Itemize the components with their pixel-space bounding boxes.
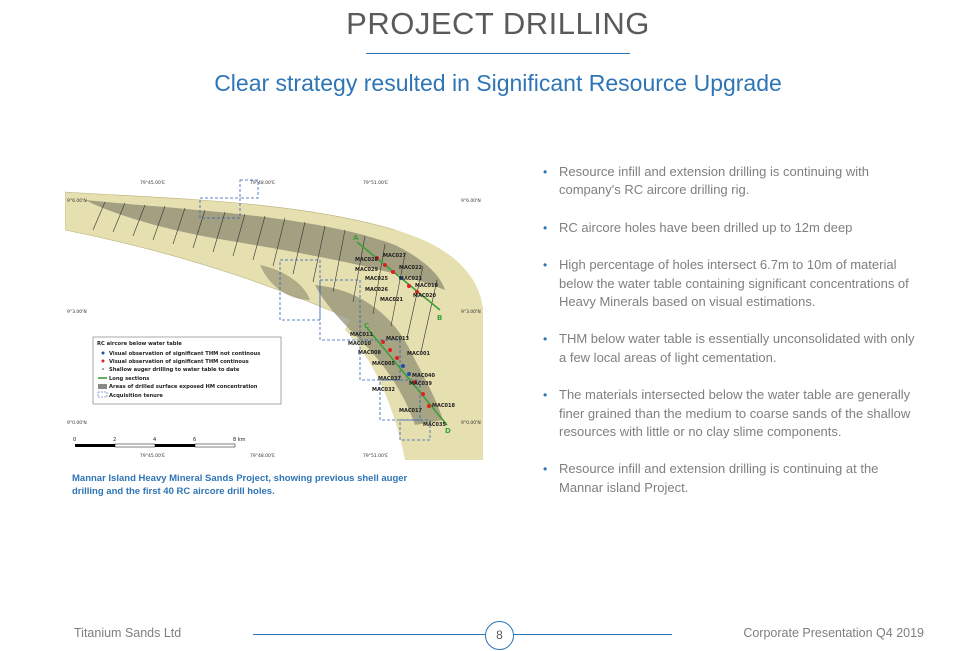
bullet-item [540, 386, 925, 441]
section-c-label: C [364, 322, 370, 330]
hole-label: MAC005 [372, 361, 395, 367]
bullet-icon: • [543, 165, 548, 179]
lat-right-1: 9°6.00'N [461, 199, 481, 204]
legend-item: Shallow auger drilling to water table to date [109, 367, 240, 373]
map-legend [93, 337, 281, 404]
hole-label: MAC037 [378, 376, 401, 382]
bullet-text: Resource infill and extension drilling is continuing with company's RC aircore drilling rig. [559, 164, 870, 198]
lat-left-2: 9°3.00'N [67, 310, 87, 315]
hole-label: MAC018 [432, 403, 455, 409]
scale-tick: 8 km [233, 437, 246, 443]
coord-top-2: 79°48.00'E [250, 181, 275, 186]
bullet-text: High percentage of holes intersect 6.7m to 10m of material below the water table containing significant concentrations of Heavy Minerals based on visual estimations. [559, 257, 909, 310]
bullet-icon: • [543, 462, 548, 477]
legend-item: Areas of drilled surface exposed HM concentration [109, 384, 258, 390]
hole-label: MAC008 [358, 350, 381, 356]
hole-label: MAC025 [365, 276, 388, 282]
lat-right-3: 9°0.00'N [461, 421, 481, 426]
scale-tick: 0 [73, 437, 77, 443]
bullet-item [540, 219, 925, 237]
footer-rule-right [513, 634, 672, 635]
hole-label: MAC029 [355, 267, 378, 273]
drilling-map [65, 170, 483, 460]
page-title: PROJECT DRILLING [346, 6, 650, 41]
hole-label: MAC039 [409, 381, 432, 387]
scale-tick: 4 [153, 437, 157, 443]
hole-label: MAC027 [383, 253, 406, 259]
section-d-label: D [445, 427, 451, 435]
hole-label: MAC023 [399, 276, 422, 282]
coord-top-1: 79°45.00'E [140, 181, 165, 186]
bullet-item [540, 330, 925, 367]
hole-label: MAC040 [412, 373, 435, 379]
coord-bottom-1: 79°45.00'E [140, 454, 165, 459]
hole-label: MAC001 [407, 351, 430, 357]
hole-label: MAC021 [380, 297, 403, 303]
coord-bottom-3: 79°51.00'E [363, 454, 388, 459]
legend-item: Visual observation of significant THM not continous [109, 351, 261, 357]
bullet-text: Resource infill and extension drilling is continuing at the Mannar island Project. [559, 461, 879, 495]
lat-left-1: 9°6.00'N [67, 199, 87, 204]
bullet-icon: • [543, 220, 548, 235]
page-number: 8 [485, 621, 514, 650]
hole-label: MAC019 [415, 283, 438, 289]
title-underline [366, 53, 630, 54]
bullet-icon: • [543, 332, 548, 347]
hole-label: MAC017 [399, 408, 422, 414]
footer-presentation-title: Corporate Presentation Q4 2019 [743, 626, 924, 640]
section-b-label: B [437, 314, 443, 322]
bullet-list [540, 163, 925, 516]
hole-label: MAC026 [365, 287, 388, 293]
bullet-text: The materials intersected below the water table are generally finer grained than the medium to coarse sands of the shallow resources with little or no clay slime components. [559, 387, 911, 440]
hole-label: MAC022 [399, 265, 422, 271]
hole-label: MAC020 [413, 293, 436, 299]
hole-label: MAC013 [386, 336, 409, 342]
footer-rule-left [253, 634, 485, 635]
legend-item: Visual observation of significant THM continous [109, 359, 249, 365]
bullet-item [540, 256, 925, 311]
section-a-label: A [353, 234, 359, 242]
hole-label: MAC028 [355, 257, 378, 263]
bullet-text: THM below water table is essentially unconsolidated with only a few local areas of light cementation. [559, 331, 915, 365]
coord-bottom-2: 79°48.00'E [250, 454, 275, 459]
bullet-item [540, 163, 925, 200]
bullet-item [540, 460, 925, 497]
lat-left-3: 9°0.00'N [67, 421, 87, 426]
footer-company: Titanium Sands Ltd [74, 626, 182, 640]
hole-label: MAC032 [372, 387, 395, 393]
hole-label: MAC035 [423, 422, 446, 428]
page-subtitle: Clear strategy resulted in Significant Resource Upgrade [214, 70, 782, 96]
hole-label: MAC010 [348, 341, 371, 347]
bullet-text: RC aircore holes have been drilled up to 12m deep [559, 219, 853, 235]
legend-item: Long sections [109, 376, 150, 382]
hole-label: MAC011 [350, 332, 373, 338]
bullet-icon: • [543, 388, 548, 403]
legend-title: RC aircore below water table [97, 341, 182, 347]
scale-tick: 2 [113, 437, 117, 443]
coord-top-3: 79°51.00'E [363, 181, 388, 186]
bullet-icon: • [543, 258, 548, 273]
lat-right-2: 9°3.00'N [461, 310, 481, 315]
scale-tick: 6 [193, 437, 197, 443]
legend-item: Acquisition tenure [109, 393, 163, 399]
map-caption: Mannar Island Heavy Mineral Sands Project, showing previous shell auger drilling and the first 40 RC aircore drill holes. [72, 473, 408, 497]
